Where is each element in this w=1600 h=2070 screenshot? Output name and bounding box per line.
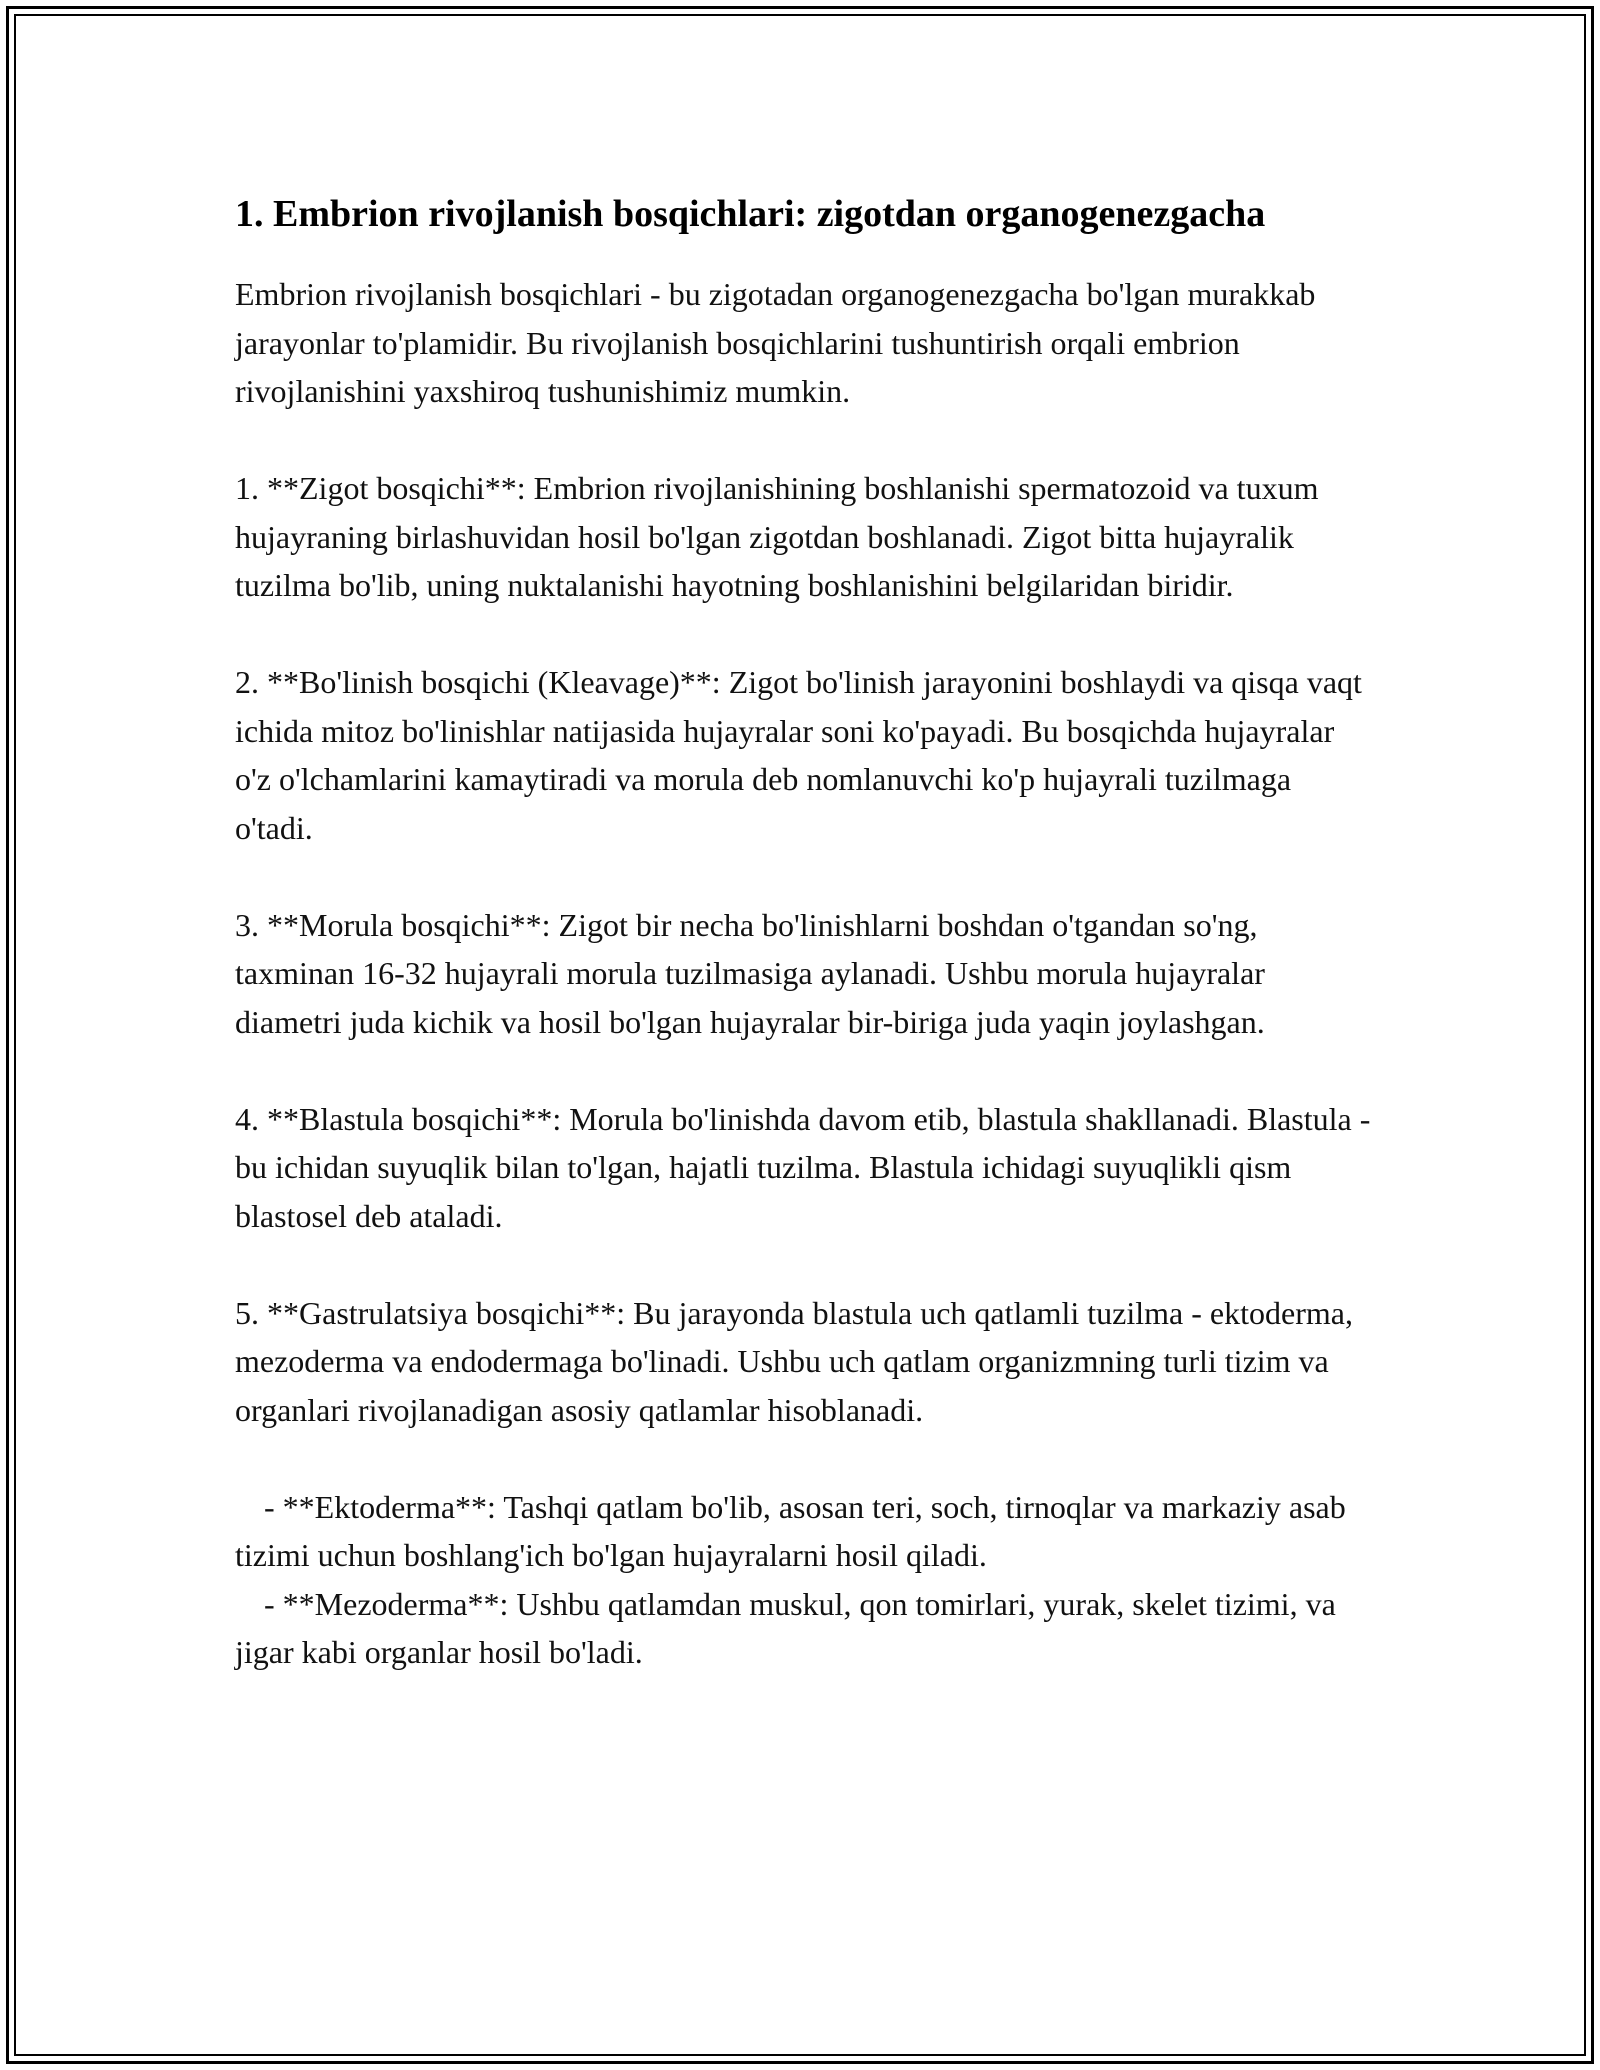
paragraph-gap — [235, 1240, 1375, 1289]
paragraph-gap — [235, 416, 1375, 465]
paragraph-gap — [235, 610, 1375, 659]
paragraph-gap — [235, 1434, 1375, 1483]
stage-bolinish-paragraph: 2. **Bo'linish bosqichi (Kleavage)**: Zigot bo'linish jarayonini boshlaydi va qisqa vaqt ichida mitoz bo'linishlar natijasida hujayralar soni ko'payadi. Bu bosqichda hujayralar o'z o'lchamlarini kamaytiradi va morula deb nomlanuvchi ko'p hujayrali tuzilmaga o'tadi. — [235, 664, 1370, 846]
stage-gastrulatsiya-paragraph: 5. **Gastrulatsiya bosqichi**: Bu jarayonda blastula uch qatlamli tuzilma - ektoderma, mezoderma va endodermaga bo'linadi. Ushbu uch qatlam organizmning turli tizim va organlari rivojlanadigan asosiy qatlamlar hisoblanadi. — [235, 1294, 1361, 1428]
subitem-mezoderma-text: - **Mezoderma**: Ushbu qatlamdan muskul, qon tomirlari, yurak, skelet tizimi, va jigar kabi organlar hosil bo'ladi. — [235, 1585, 1344, 1670]
paragraph-gap — [235, 1046, 1375, 1095]
paragraph-gap — [235, 852, 1375, 901]
subitem-ektoderma — [235, 1483, 1375, 1580]
document-body — [235, 186, 1379, 1677]
stage-blastula-paragraph: 4. **Blastula bosqichi**: Morula bo'linishda davom etib, blastula shakllanadi. Blastula - bu ichidan suyuqlik bilan to'lgan, hajatli tuzilma. Blastula ichidagi suyuqlikli qism blastosel deb ataladi. — [235, 1100, 1379, 1234]
document-title: 1. Embrion rivojlanish bosqichlari: zigotdan organogenezgacha — [235, 193, 1266, 235]
stage-zigot-paragraph: 1. **Zigot bosqichi**: Embrion rivojlanishining boshlanishi spermatozoid va tuxum hujayraning birlashuvidan hosil bo'lgan zigotdan boshlanadi. Zigot bitta hujayralik tuzilma bo'lib, uning nuktalanishi hayotning boshlanishini belgilaridan biridir. — [235, 470, 1327, 603]
intro-paragraph: Embrion rivojlanish bosqichlari - bu zigotadan organogenezgacha bo'lgan murakkab jarayonlar to'plamidir. Bu rivojlanish bosqichlarini tushuntirish orqali embrion rivojlanishini yaxshiroq tushunishimiz mumkin. — [235, 276, 1324, 409]
subitem-mezoderma — [235, 1580, 1375, 1677]
subitem-ektoderma-text: - **Ektoderma**: Tashqi qatlam bo'lib, asosan teri, soch, tirnoqlar va markaziy asab tizimi uchun boshlang'ich bo'lgan hujayralarni hosil qiladi. — [235, 1488, 1354, 1573]
stage-morula-paragraph: 3. **Morula bosqichi**: Zigot bir necha bo'linishlarni boshdan o'tgandan so'ng, taxminan 16-32 hujayrali morula tuzilmasiga aylanadi. Ushbu morula hujayralar diametri juda kichik va hosil bo'lgan hujayralar bir-biriga juda yaqin joylashgan. — [235, 906, 1273, 1040]
